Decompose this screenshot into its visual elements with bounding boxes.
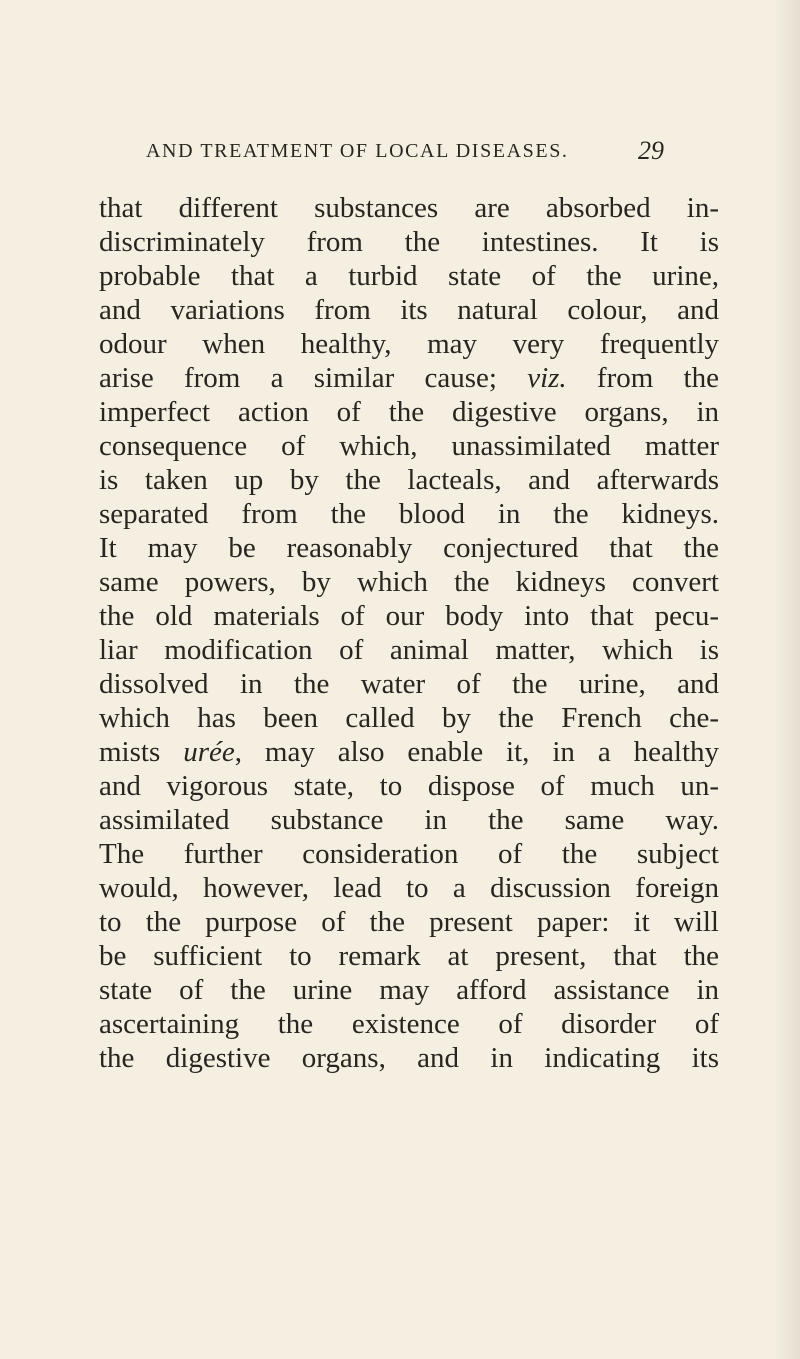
text-line-segment: imperfect action of the digestive organs, in: [99, 396, 719, 428]
text-line: [99, 735, 719, 769]
text-line: [99, 497, 719, 531]
page-number: 29: [638, 136, 664, 165]
text-line-segment: liar modification of animal matter, which is: [99, 634, 719, 666]
text-line-segment: The further consideration of the subject: [99, 838, 719, 870]
text-line-segment: which has been called by the French che-: [99, 702, 719, 734]
text-line-segment: and variations from its natural colour, and: [99, 294, 719, 326]
text-line-segment: would, however, lead to a discussion foreign: [99, 872, 719, 904]
text-line-segment: separated from the blood in the kidneys.: [99, 498, 719, 530]
page-header: [146, 136, 666, 174]
text-line: [99, 871, 719, 905]
text-line: [99, 939, 719, 973]
text-line: [99, 429, 719, 463]
text-line: [99, 361, 719, 395]
text-line: [99, 599, 719, 633]
text-line-segment: discriminately from the intestines. It is: [99, 226, 719, 258]
text-line-segment: from the: [566, 362, 719, 394]
text-line: [99, 259, 719, 293]
text-line-segment: odour when healthy, may very frequently: [99, 328, 719, 360]
text-line: [99, 225, 719, 259]
text-line: [99, 667, 719, 701]
text-line-segment: ascertaining the existence of disorder of: [99, 1008, 719, 1040]
text-line: [99, 565, 719, 599]
body-text: [99, 191, 719, 1075]
text-line-segment: arise from a similar cause;: [99, 362, 528, 394]
text-line: [99, 837, 719, 871]
text-line-segment: be sufficient to remark at present, that the: [99, 940, 719, 972]
text-line: [99, 191, 719, 225]
text-line-segment: the old materials of our body into that pecu-: [99, 600, 719, 632]
text-line-segment: dissolved in the water of the urine, and: [99, 668, 719, 700]
text-line-segment: , may also enable it, in a healthy: [234, 736, 719, 768]
text-line: [99, 973, 719, 1007]
text-line-segment: state of the urine may afford assistance in: [99, 974, 719, 1006]
text-line-segment: probable that a turbid state of the urine,: [99, 260, 719, 292]
text-line: [99, 701, 719, 735]
text-line-segment: same powers, by which the kidneys convert: [99, 566, 719, 598]
text-line: [99, 803, 719, 837]
text-line-segment: and vigorous state, to dispose of much un-: [99, 770, 719, 802]
italic-term: urée: [183, 736, 235, 768]
text-line-segment: It may be reasonably conjectured that the: [99, 532, 719, 564]
text-line-segment: that different substances are absorbed in-: [99, 192, 719, 224]
page-edge-shadow: [774, 0, 800, 1359]
text-line: [99, 633, 719, 667]
text-line: [99, 769, 719, 803]
text-line-segment: is taken up by the lacteals, and afterwards: [99, 464, 719, 496]
text-line: [99, 293, 719, 327]
text-line-segment: the digestive organs, and in indicating its: [99, 1042, 719, 1074]
text-line-segment: mists: [99, 736, 184, 768]
text-line-segment: to the purpose of the present paper: it will: [99, 906, 719, 938]
running-head: AND TREATMENT OF LOCAL DISEASES.: [146, 140, 569, 162]
text-line: [99, 1041, 719, 1075]
italic-term: viz.: [527, 362, 567, 394]
text-line-segment: assimilated substance in the same way.: [99, 804, 719, 836]
text-line: [99, 1007, 719, 1041]
text-line-segment: consequence of which, unassimilated matter: [99, 430, 719, 462]
text-line: [99, 395, 719, 429]
text-line: [99, 463, 719, 497]
text-line: [99, 905, 719, 939]
text-line: [99, 531, 719, 565]
text-line: [99, 327, 719, 361]
